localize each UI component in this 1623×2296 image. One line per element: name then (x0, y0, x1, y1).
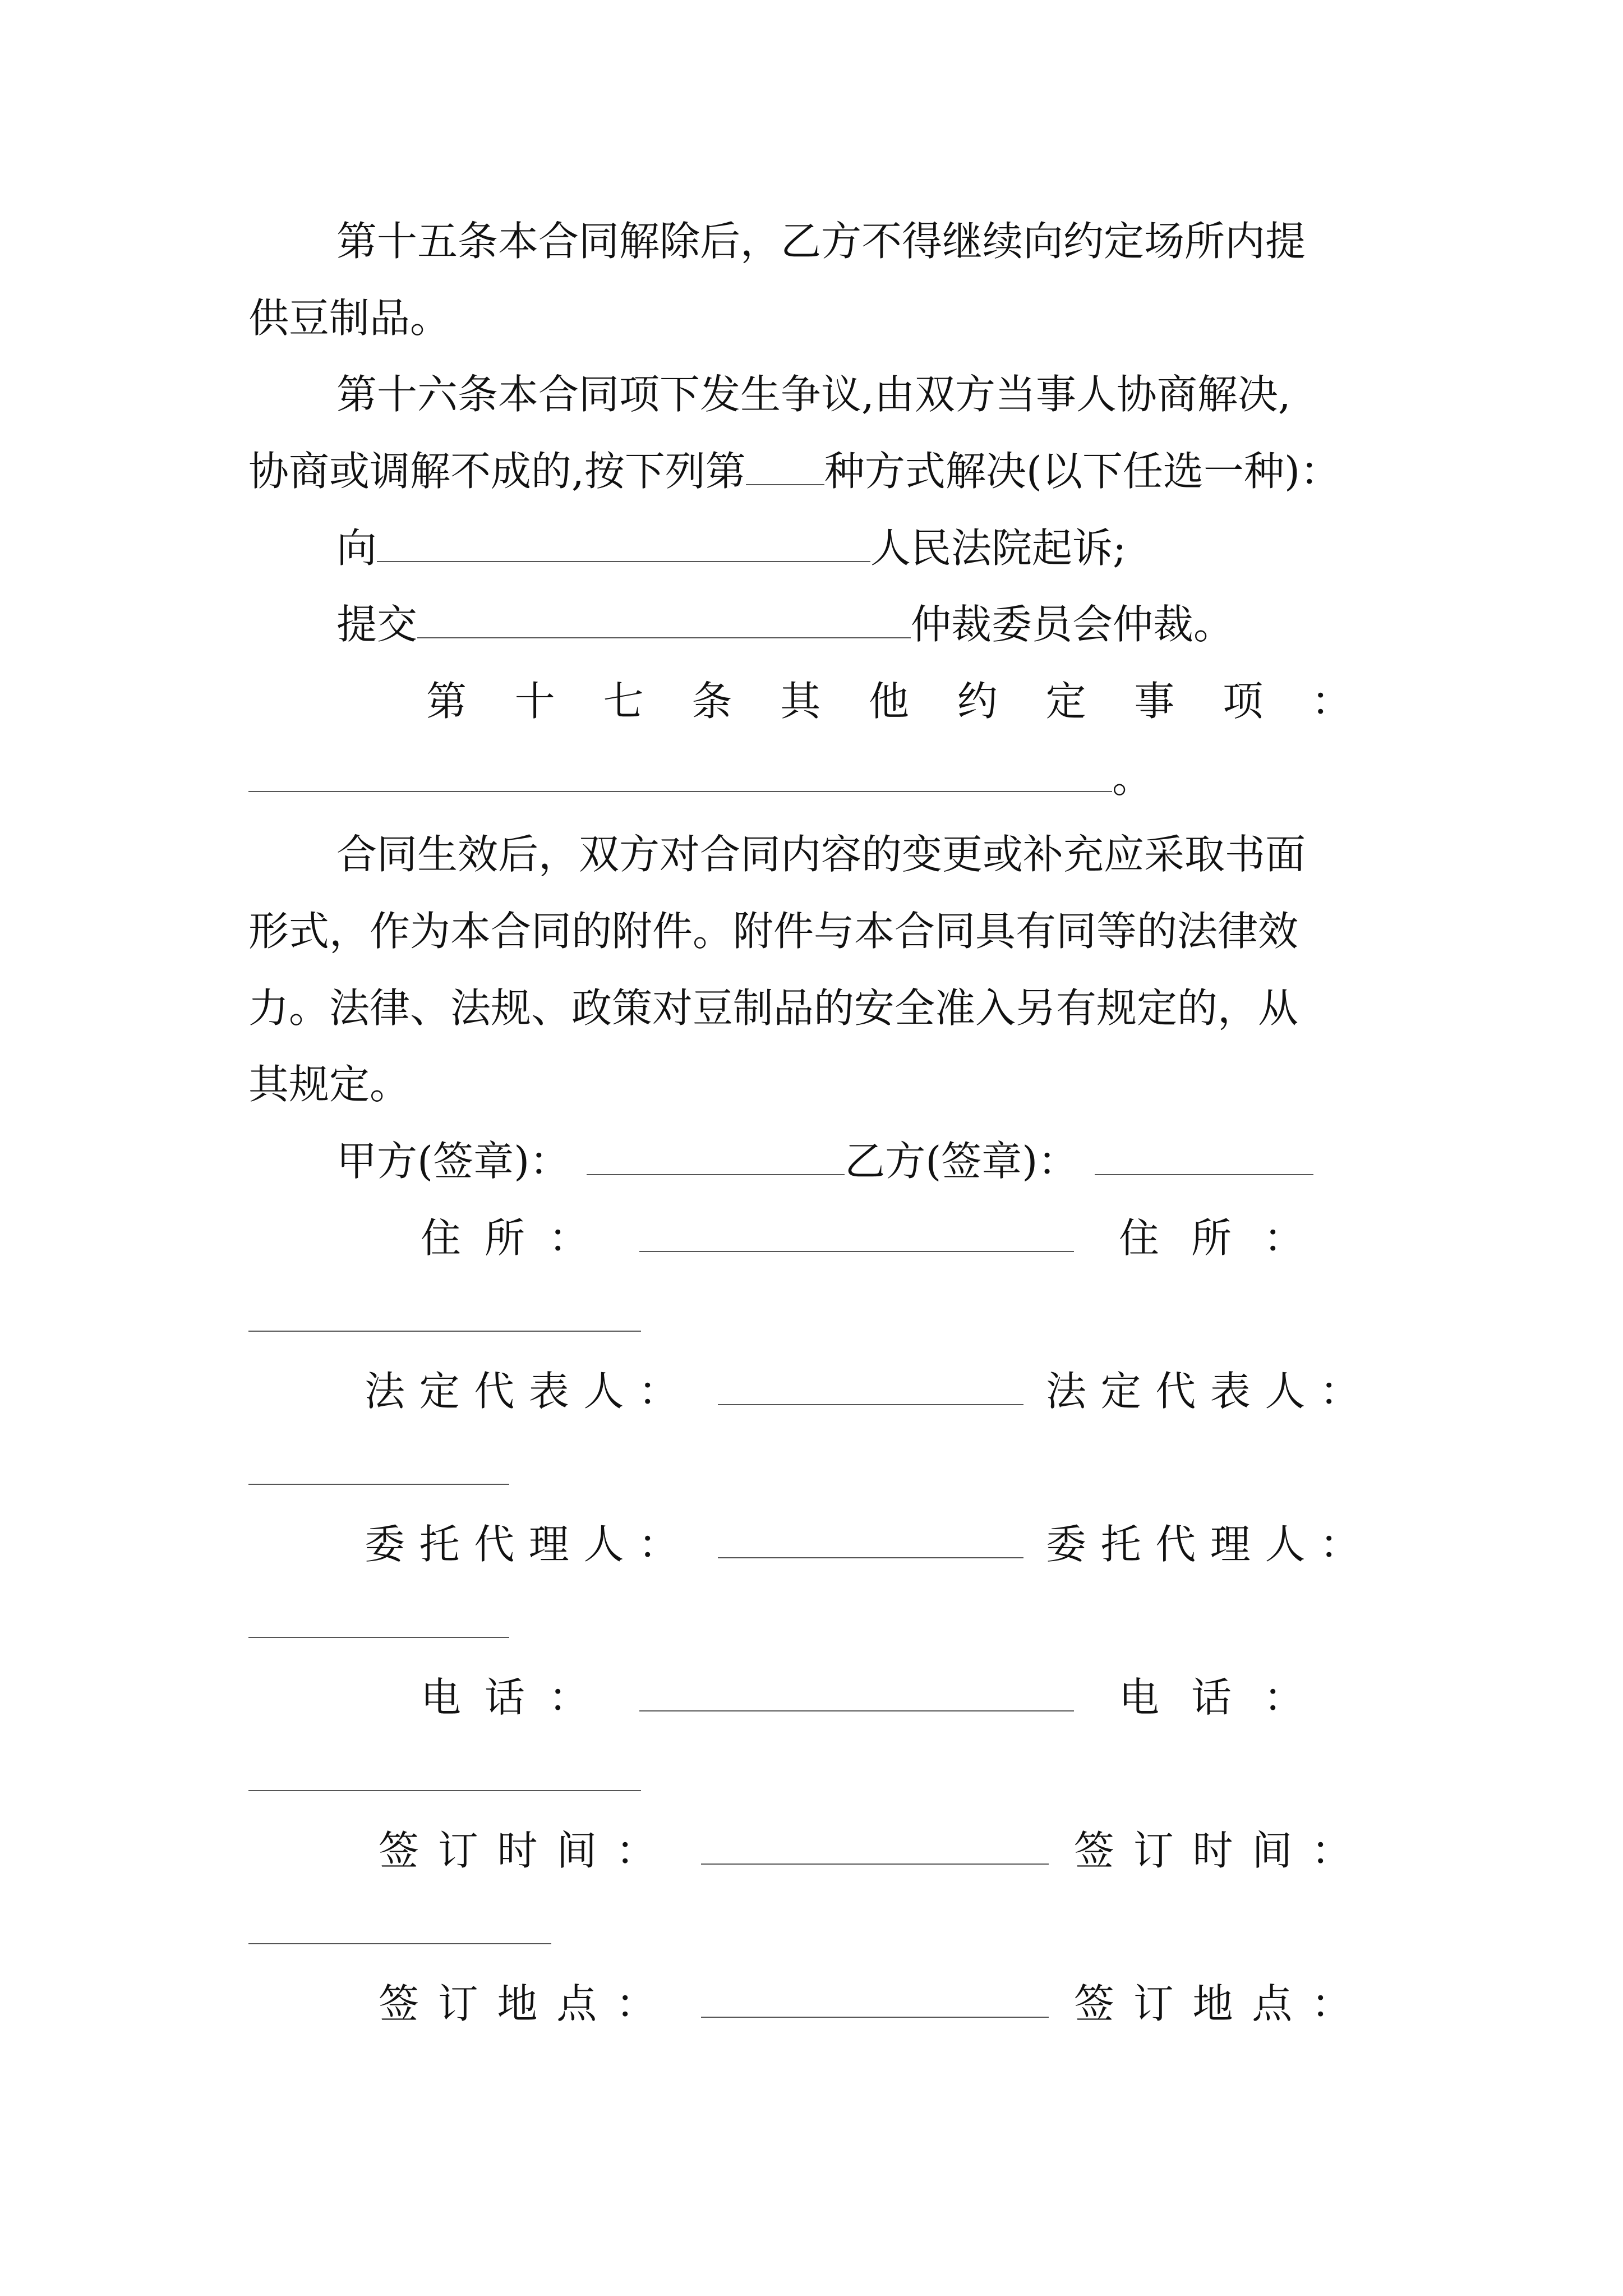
label-char: 托 (419, 1521, 460, 1568)
supplement-line3: 力。法律、法规、政策对豆制品的安全准入另有规定的，从 (248, 984, 1299, 1032)
supplement-line2: 形式，作为本合同的附件。附件与本合同具有同等的法律效 (248, 908, 1299, 955)
label-char: 委 (365, 1521, 405, 1568)
label-char: ： (638, 1521, 679, 1568)
phone-label-a (421, 1672, 589, 1723)
sign-time-label-b (1074, 1825, 1352, 1876)
clause17-char: 约 (957, 678, 998, 725)
sign-time-row (379, 1825, 1352, 1876)
label-char: 点 (556, 1980, 597, 2027)
label-char: 定 (419, 1368, 460, 1415)
clause16-line2-prefix: 协商或调解不成的,按下列第 (248, 448, 746, 495)
label-char: 表 (528, 1368, 569, 1415)
label-char: 订 (1133, 1980, 1174, 2027)
label-char: 话 (1191, 1674, 1232, 1721)
label-char: 人 (583, 1521, 624, 1568)
party-a-agent-field[interactable] (718, 1520, 1023, 1558)
legal-rep-row (365, 1366, 1360, 1416)
option1-suffix: 人民法院起诉; (870, 524, 1127, 572)
agent-label-a (365, 1519, 679, 1570)
option2-prefix: 提交 (336, 601, 418, 648)
label-char: ： (615, 1827, 656, 1874)
label-char: ： (1311, 1980, 1352, 2027)
address-row (421, 1213, 1304, 1263)
label-char: 托 (1100, 1521, 1141, 1568)
party-a-address-field[interactable] (639, 1214, 1074, 1252)
clause17-char: 事 (1134, 678, 1175, 725)
clause17-char: 定 (1045, 678, 1086, 725)
label-char: ： (638, 1368, 679, 1415)
address-label-a (421, 1213, 589, 1263)
party-a-sign-time-field[interactable] (701, 1826, 1049, 1865)
supplement-line4: 其规定。 (248, 1061, 411, 1108)
clause17-char: 其 (780, 678, 821, 725)
party-a-label: 甲方(签章)： (336, 1138, 570, 1185)
label-char: 定 (1100, 1368, 1141, 1415)
phone-label-b (1119, 1672, 1304, 1723)
supplement-line1: 合同生效后，双方对合同内容的变更或补充应采取书面 (336, 831, 1306, 878)
clause15-line2: 供豆制品。 (248, 295, 451, 342)
label-char: 间 (1252, 1827, 1293, 1874)
label-char: 代 (1155, 1521, 1196, 1568)
label-char: 电 (421, 1674, 462, 1721)
clause17-char: 项 (1223, 678, 1264, 725)
party-b-signature-field[interactable] (1095, 1137, 1313, 1175)
label-char: 住 (1119, 1214, 1160, 1262)
clause17-char: 他 (868, 678, 909, 725)
legal-rep-label-b (1046, 1366, 1360, 1416)
label-char: ： (1263, 1674, 1304, 1721)
clause16-line1: 第十六条本合同项下发生争议,由双方当事人协商解决, (336, 371, 1291, 418)
label-char: 地 (1192, 1980, 1233, 2027)
label-char: 签 (379, 1827, 419, 1874)
label-char: 理 (528, 1521, 569, 1568)
clause17-end-mark: 。 (1112, 754, 1153, 802)
label-char: 所 (1191, 1214, 1232, 1262)
clause17-char: 条 (691, 678, 732, 725)
label-char: 人 (583, 1368, 624, 1415)
clause17-char: ： (1311, 678, 1352, 725)
party-a-sign-place-field[interactable] (701, 1980, 1049, 2018)
clause15-line1: 第十五条本合同解除后，乙方不得继续向约定场所内提 (336, 218, 1306, 265)
clause16-option2 (336, 599, 1475, 650)
label-char: 订 (1133, 1827, 1174, 1874)
option1-prefix: 向 (336, 524, 377, 572)
other-matters-blank[interactable] (248, 754, 1112, 792)
label-char: 委 (1046, 1521, 1087, 1568)
clause17-char: 七 (603, 678, 644, 725)
clause16-line2-suffix: 种方式解决(以下任选一种)： (824, 448, 1341, 495)
label-char: 所 (484, 1214, 525, 1262)
label-char: 话 (484, 1674, 525, 1721)
party-b-sign-time-field[interactable] (248, 1943, 551, 1944)
label-char: 订 (437, 1827, 478, 1874)
party-b-label: 乙方(签章)： (845, 1138, 1078, 1185)
clause17-heading (426, 676, 1352, 726)
party-a-legal-rep-field[interactable] (718, 1367, 1023, 1405)
label-char: 代 (1155, 1368, 1196, 1415)
sign-time-label-a (379, 1825, 656, 1876)
label-char: 电 (1119, 1674, 1160, 1721)
clause17-char: 第 (426, 678, 467, 725)
party-a-signature-field[interactable] (587, 1137, 845, 1175)
agent-row (365, 1519, 1360, 1570)
sign-place-row (379, 1978, 1352, 2029)
party-a-phone-field[interactable] (639, 1673, 1074, 1711)
label-char: 住 (421, 1214, 462, 1262)
label-char: 表 (1210, 1368, 1251, 1415)
label-char: 法 (365, 1368, 405, 1415)
phone-row (421, 1672, 1304, 1723)
label-char: ： (1319, 1521, 1360, 1568)
label-char: 人 (1265, 1521, 1306, 1568)
label-char: 理 (1210, 1521, 1251, 1568)
label-char: 签 (1074, 1980, 1115, 2027)
sign-place-label-b (1074, 1978, 1352, 2029)
label-char: 法 (1046, 1368, 1087, 1415)
party-b-legal-rep-field[interactable] (248, 1484, 509, 1485)
label-char: 订 (437, 1980, 478, 2027)
label-char: 签 (1074, 1827, 1115, 1874)
option2-suffix: 仲裁委员会仲裁。 (911, 601, 1234, 648)
court-name-blank[interactable] (377, 524, 870, 562)
label-char: 地 (497, 1980, 538, 2027)
clause16-line2 (248, 446, 1387, 496)
label-char: ： (615, 1980, 656, 2027)
clause17-char: 十 (514, 678, 555, 725)
label-char: 代 (474, 1521, 515, 1568)
label-char: 代 (474, 1368, 515, 1415)
agent-label-b (1046, 1519, 1360, 1570)
method-number-blank[interactable] (746, 447, 824, 485)
label-char: 点 (1252, 1980, 1293, 2027)
label-char: ： (1263, 1214, 1304, 1262)
party-b-agent-field[interactable] (248, 1637, 509, 1638)
legal-rep-label-a (365, 1366, 679, 1416)
arbitration-name-blank[interactable] (417, 600, 911, 638)
label-char: 间 (556, 1827, 597, 1874)
label-char: 人 (1265, 1368, 1306, 1415)
label-char: 时 (497, 1827, 538, 1874)
party-b-address-field[interactable] (248, 1331, 641, 1332)
sign-place-label-a (379, 1978, 656, 2029)
label-char: 时 (1192, 1827, 1233, 1874)
clause16-option1 (336, 523, 1475, 573)
clause17-blank-line (248, 753, 1387, 803)
label-char: ： (1311, 1827, 1352, 1874)
party-b-phone-field[interactable] (248, 1790, 641, 1791)
label-char: ： (548, 1214, 589, 1262)
address-label-b (1119, 1213, 1304, 1263)
label-char: ： (1319, 1368, 1360, 1415)
label-char: 签 (379, 1980, 419, 2027)
label-char: ： (548, 1674, 589, 1721)
signature-parties-row (336, 1136, 1475, 1186)
